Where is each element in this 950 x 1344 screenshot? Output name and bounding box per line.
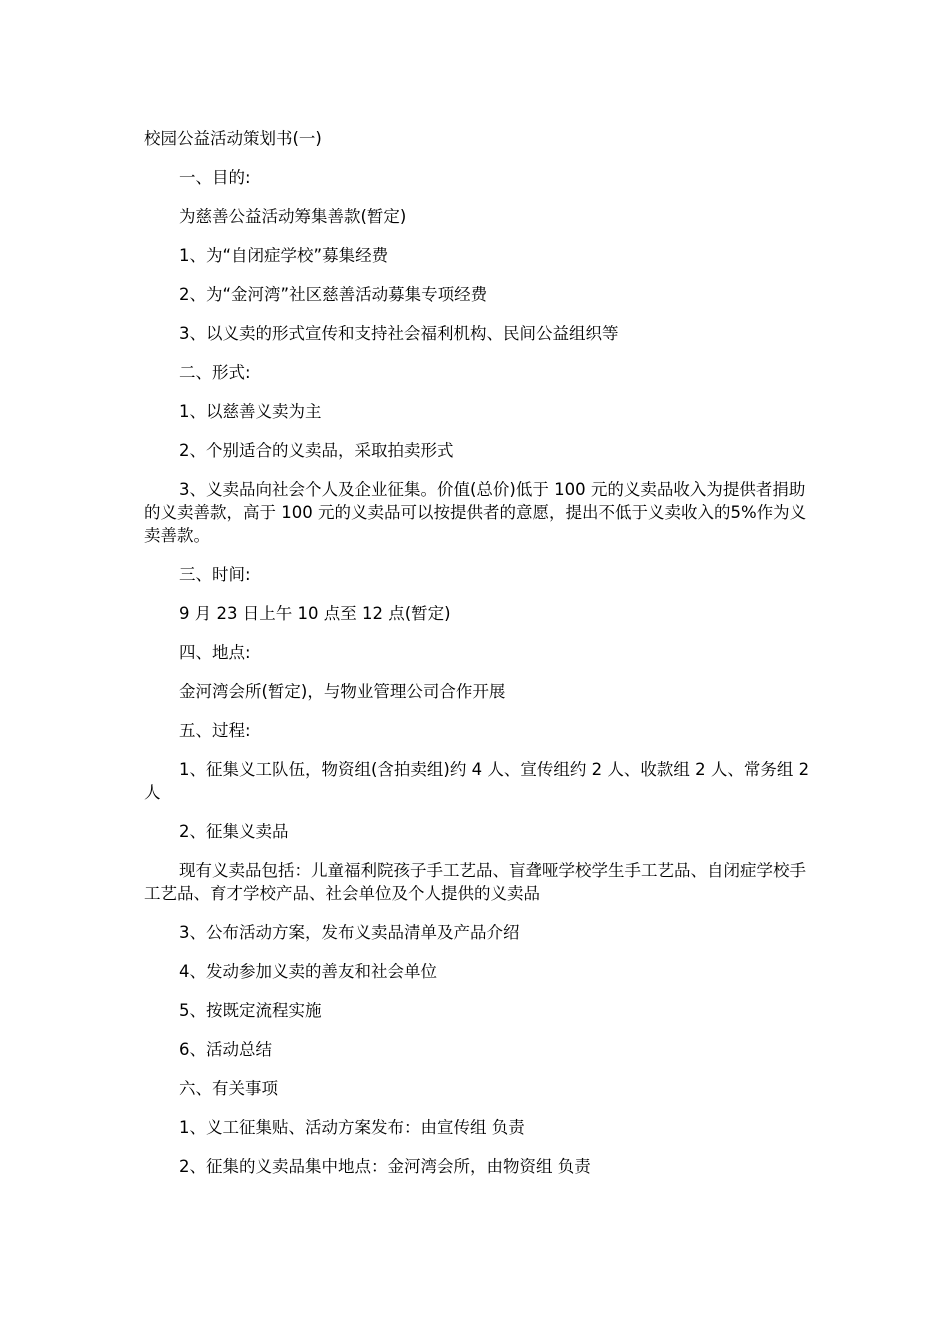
section-heading-location: 四、地点: (179, 643, 251, 662)
paragraph: 9 月 23 日上午 10 点至 12 点(暂定) (179, 604, 451, 623)
section-heading-notes: 六、有关事项 (179, 1079, 278, 1098)
list-item: 3、以义卖的形式宣传和支持社会福利机构、民间公益组织等 (179, 324, 619, 343)
section-heading-process: 五、过程: (179, 721, 251, 740)
document-title: 校园公益活动策划书(一) (144, 129, 322, 148)
paragraph: 金河湾会所(暂定)，与物业管理公司合作开展 (179, 682, 506, 701)
list-item: 2、征集义卖品 (179, 822, 289, 841)
list-item: 2、征集的义卖品集中地点：金河湾会所，由物资组 负责 (179, 1157, 591, 1176)
list-item: 2、为“金河湾”社区慈善活动募集专项经费 (179, 285, 488, 304)
list-item: 1、义工征集贴、活动方案发布：由宣传组 负责 (179, 1118, 525, 1137)
document-body (144, 127, 810, 1194)
list-item: 1、以慈善义卖为主 (179, 402, 322, 421)
section-heading-format: 二、形式: (179, 363, 251, 382)
paragraph: 现有义卖品包括：儿童福利院孩子手工艺品、盲聋哑学校学生手工艺品、自闭症学校手工艺品、育才学校产品、社会单位及个人提供的义卖品 (144, 861, 806, 903)
list-item: 5、按既定流程实施 (179, 1001, 322, 1020)
list-item: 1、征集义工队伍，物资组(含拍卖组)约 4 人、宣传组约 2 人、收款组 2 人、常务组 2 人 (144, 760, 810, 802)
paragraph: 为慈善公益活动筹集善款(暂定) (179, 207, 407, 226)
list-item: 6、活动总结 (179, 1040, 272, 1059)
list-item: 2、个别适合的义卖品，采取拍卖形式 (179, 441, 454, 460)
list-item: 1、为“自闭症学校”募集经费 (179, 246, 389, 265)
list-item: 3、义卖品向社会个人及企业征集。价值(总价)低于 100 元的义卖品收入为提供者捐助的义卖善款，高于 100 元的义卖品可以按提供者的意愿，提出不低于义卖收入的5%作为义卖善款。 (144, 480, 807, 545)
section-heading-time: 三、时间: (179, 565, 251, 584)
list-item: 4、发动参加义卖的善友和社会单位 (179, 962, 437, 981)
list-item: 3、公布活动方案，发布义卖品清单及产品介绍 (179, 923, 520, 942)
section-heading-purpose: 一、目的: (179, 168, 251, 187)
